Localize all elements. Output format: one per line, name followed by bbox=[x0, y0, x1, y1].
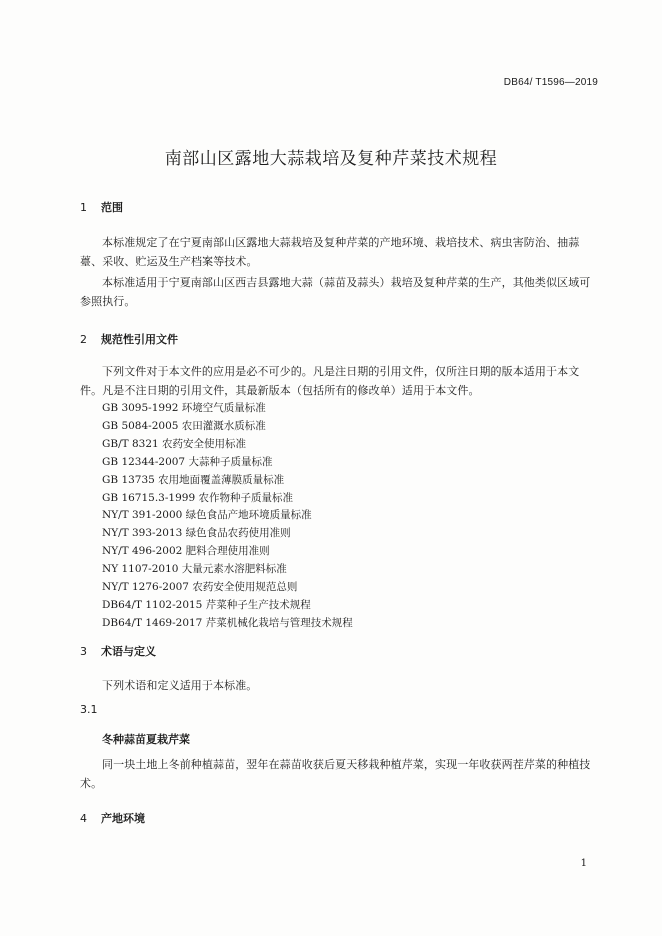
reference-item: NY/T 391-2000 绿色食品产地环境质量标准 bbox=[102, 509, 312, 522]
section-title: 术语与定义 bbox=[101, 645, 156, 658]
reference-list bbox=[102, 400, 353, 633]
document-title: 南部山区露地大蒜栽培及复种芹菜技术规程 bbox=[164, 149, 498, 169]
term-name: 冬种蒜苗夏栽芹菜 bbox=[102, 733, 190, 746]
scope-paragraph-1: 本标准规定了在宁夏南部山区露地大蒜栽培及复种芹菜的产地环境、栽培技术、病虫害防治、抽蒜薹、采收、贮运及生产档案等技术。 bbox=[80, 236, 580, 268]
reference-item: DB64/T 1102-2015 芹菜种子生产技术规程 bbox=[102, 598, 311, 611]
clause-number: 3.1 bbox=[80, 703, 98, 716]
section-heading-terms bbox=[80, 643, 156, 659]
section-number: 1 bbox=[80, 201, 87, 214]
section-heading-environment bbox=[80, 810, 145, 826]
terms-intro: 下列术语和定义适用于本标准。 bbox=[102, 679, 258, 692]
reference-item: DB64/T 1469-2017 芹菜机械化栽培与管理技术规程 bbox=[102, 616, 353, 629]
normative-refs-intro: 下列文件对于本文件的应用是必不可少的。凡是注日期的引用文件，仅所注日期的版本适用于本文件。凡是不注日期的引用文件，其最新版本（包括所有的修改单）适用于本文件。 bbox=[80, 365, 580, 397]
section-number: 3 bbox=[80, 645, 87, 658]
section-number: 2 bbox=[80, 333, 87, 346]
reference-item: GB 5084-2005 农田灌溉水质标准 bbox=[102, 419, 266, 432]
section-heading-scope bbox=[80, 199, 123, 215]
reference-item: NY/T 496-2002 肥料合理使用准则 bbox=[102, 545, 270, 558]
page-number: 1 bbox=[580, 858, 587, 869]
reference-item: NY 1107-2010 大量元素水溶肥料标准 bbox=[102, 563, 287, 576]
term-definition: 同一块土地上冬前种植蒜苗，翌年在蒜苗收获后夏天移栽种植芹菜，实现一年收获两茬芹菜的种植技术。 bbox=[80, 758, 591, 790]
reference-item: NY/T 393-2013 绿色食品农药使用准则 bbox=[102, 527, 291, 540]
scope-paragraph-2: 本标准适用于宁夏南部山区西吉县露地大蒜（蒜苗及蒜头）栽培及复种芹菜的生产，其他类似区域可参照执行。 bbox=[80, 276, 591, 308]
section-number: 4 bbox=[80, 812, 87, 825]
section-title: 规范性引用文件 bbox=[101, 333, 178, 346]
reference-item: GB 13735 农用地面覆盖薄膜质量标准 bbox=[102, 473, 285, 486]
section-heading-normative-refs bbox=[80, 331, 178, 347]
reference-item: GB 16715.3-1999 农作物种子质量标准 bbox=[102, 491, 293, 504]
reference-item: NY/T 1276-2007 农药安全使用规范总则 bbox=[102, 581, 298, 594]
document-code: DB64/ T1596—2019 bbox=[503, 77, 598, 88]
section-title: 范围 bbox=[101, 201, 123, 214]
reference-item: GB 12344-2007 大蒜种子质量标准 bbox=[102, 455, 273, 468]
reference-item: GB/T 8321 农药安全使用标准 bbox=[102, 437, 247, 450]
reference-item: GB 3095-1992 环境空气质量标准 bbox=[102, 402, 266, 414]
section-title: 产地环境 bbox=[101, 812, 145, 825]
